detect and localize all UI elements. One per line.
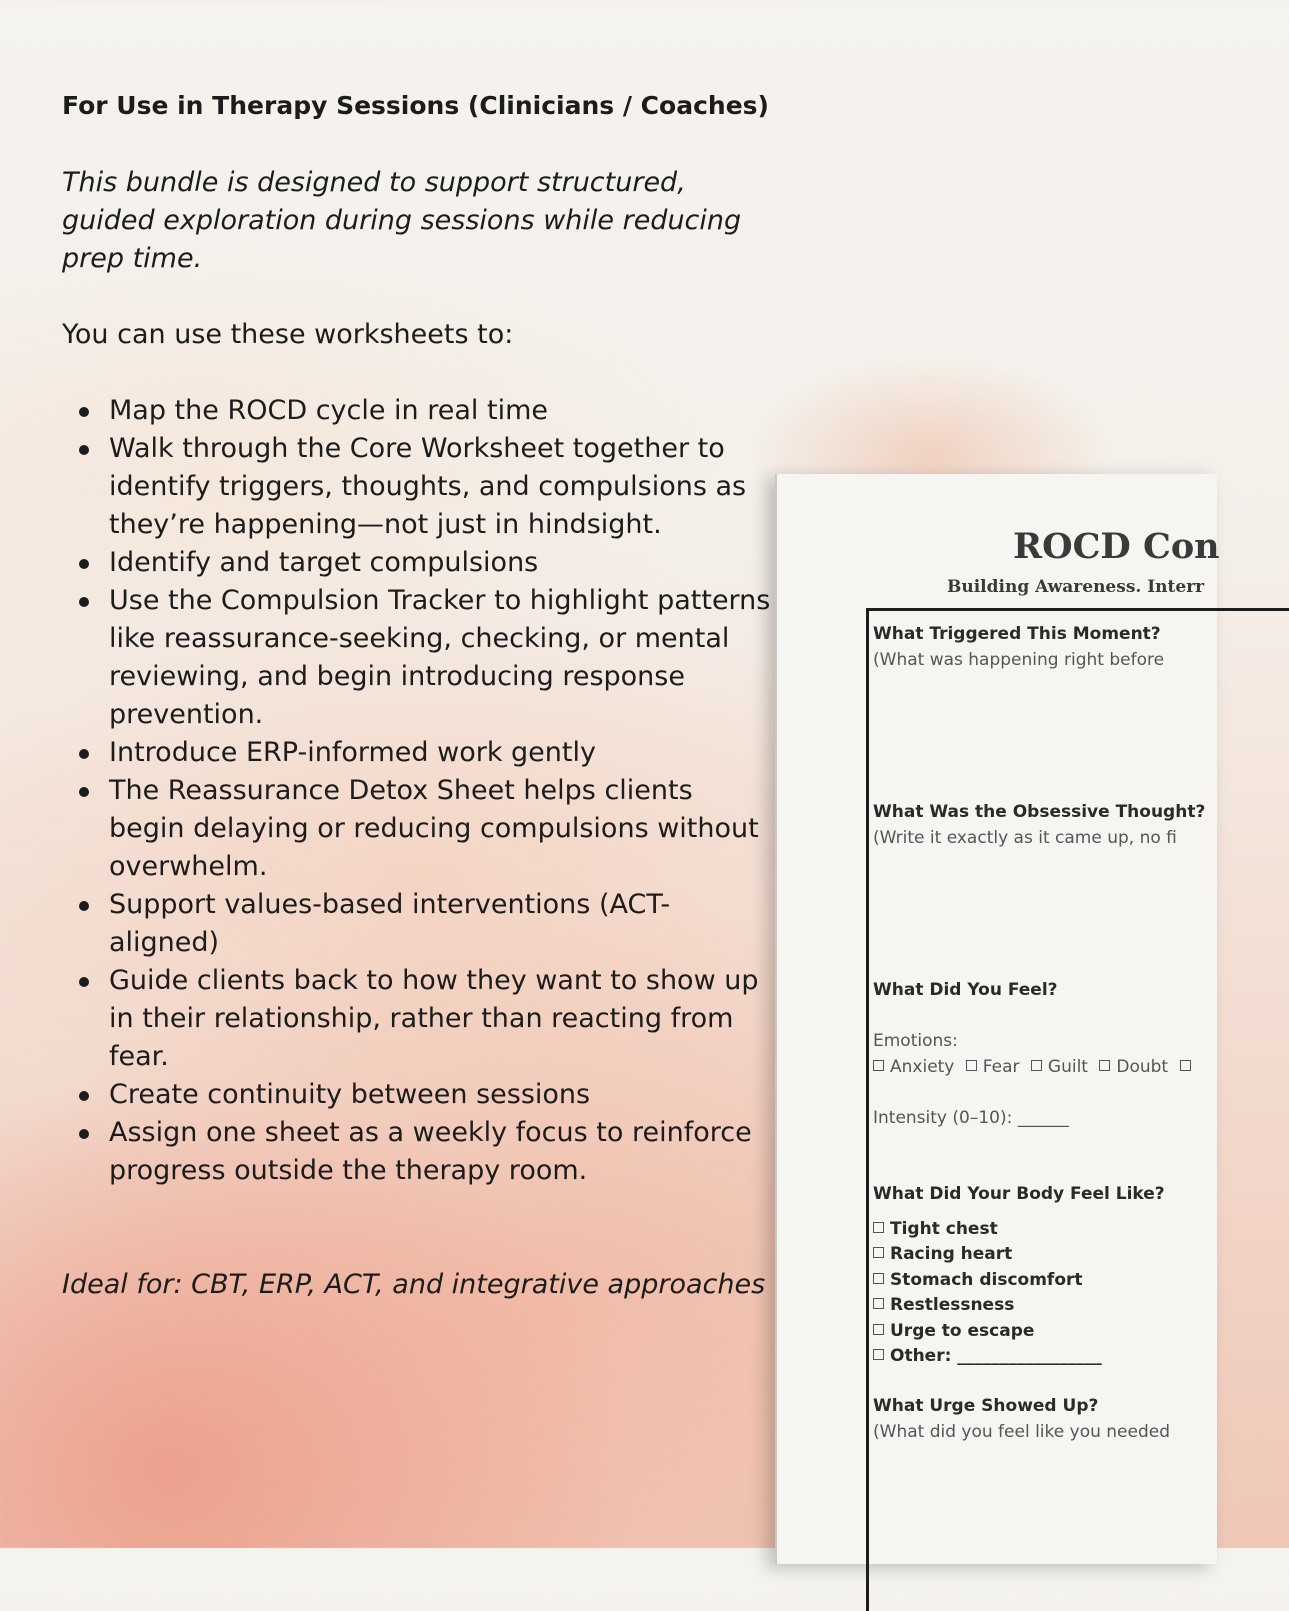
section-heading: For Use in Therapy Sessions (Clinicians / Coaches) [62, 91, 769, 120]
list-item [62, 772, 772, 886]
emotions-options [873, 1057, 1197, 1077]
bullet-icon [79, 977, 89, 987]
body-option-label: Stomach discomfort [890, 1270, 1083, 1290]
list-item-text: Walk through the Core Worksheet together to identify triggers, thoughts, and compulsions as they’re happening—not just in hindsight. [109, 433, 747, 540]
list-item [62, 734, 772, 772]
thought-question: What Was the Obsessive Thought? [873, 802, 1206, 822]
bullet-icon [79, 559, 89, 569]
checkbox-icon [873, 1060, 884, 1071]
checkbox-icon [873, 1349, 884, 1360]
list-item [62, 392, 772, 430]
list-item [62, 430, 772, 544]
trigger-hint: (What was happening right before [873, 650, 1165, 670]
closing-line: Ideal for: CBT, ERP, ACT, and integrative approaches [62, 1269, 766, 1300]
body-question: What Did Your Body Feel Like? [873, 1184, 1165, 1204]
checkbox-icon [873, 1298, 884, 1309]
intro-line: This bundle is designed to support structured, [62, 167, 686, 198]
body-option [873, 1219, 998, 1239]
emotion-option: Fear [982, 1057, 1020, 1077]
main-text-block [62, 88, 772, 1304]
body-option [873, 1295, 1014, 1315]
worksheet-preview [775, 474, 1220, 1564]
body-option [873, 1244, 1012, 1264]
checkbox-icon [873, 1324, 884, 1335]
thought-hint: (Write it exactly as it came up, no fi [873, 828, 1177, 848]
bullet-icon [79, 597, 89, 607]
trigger-question: What Triggered This Moment? [873, 624, 1161, 644]
list-item-text: Use the Compulsion Tracker to highlight patterns like reassurance-seeking, checking, or mental reviewing, and begin introducing response prevention. [109, 585, 771, 730]
emotions-label: Emotions: [873, 1031, 958, 1051]
checkbox-icon [1180, 1060, 1191, 1071]
intensity-field: Intensity (0–10): ______ [873, 1108, 1069, 1128]
body-option-label: Racing heart [890, 1244, 1013, 1264]
intro-line: guided exploration during sessions while reducing [62, 205, 742, 236]
lead-text: You can use these worksheets to: [62, 319, 514, 350]
list-item-text: The Reassurance Detox Sheet helps clients begin delaying or reducing compulsions without overwhelm. [109, 775, 759, 882]
bullet-icon [79, 1129, 89, 1139]
bullet-icon [79, 445, 89, 455]
checkbox-icon [873, 1273, 884, 1284]
body-option [873, 1321, 1034, 1341]
list-item [62, 582, 772, 734]
body-option [873, 1270, 1083, 1290]
list-item [62, 886, 772, 962]
list-item [62, 544, 772, 582]
list-item [62, 962, 772, 1076]
list-item [62, 1076, 772, 1114]
bullet-icon [79, 749, 89, 759]
checkbox-icon [1099, 1060, 1110, 1071]
list-item-text: Introduce ERP-informed work gently [109, 737, 596, 768]
intro-line: prep time. [62, 243, 203, 274]
bullet-icon [79, 787, 89, 797]
body-option-label: Restlessness [890, 1295, 1015, 1315]
list-item-text: Guide clients back to how they want to show up in their relationship, rather than reacting from fear. [109, 965, 759, 1072]
urge-question: What Urge Showed Up? [873, 1396, 1099, 1416]
list-item-text: Assign one sheet as a weekly focus to reinforce progress outside the therapy room. [109, 1117, 752, 1186]
bullet-icon [79, 407, 89, 417]
usage-list [62, 392, 772, 1190]
feel-question: What Did You Feel? [873, 980, 1058, 1000]
body-option-label: Tight chest [890, 1219, 998, 1239]
checkbox-icon [873, 1222, 884, 1233]
body-option [873, 1346, 1102, 1366]
list-item-text: Identify and target compulsions [109, 547, 539, 578]
checkbox-icon [1031, 1060, 1042, 1071]
checkbox-icon [966, 1060, 977, 1071]
emotion-option: Guilt [1047, 1057, 1088, 1077]
intro-paragraph [62, 164, 772, 278]
list-item [62, 1114, 772, 1190]
bullet-icon [79, 1091, 89, 1101]
list-item-text: Create continuity between sessions [109, 1079, 591, 1110]
worksheet-title: ROCD Con [1013, 526, 1220, 567]
list-item-text: Support values-based interventions (ACT-aligned) [109, 889, 671, 958]
emotion-option: Anxiety [890, 1057, 955, 1077]
worksheet-subtitle: Building Awareness. Interr [947, 577, 1205, 597]
body-option-label: Urge to escape [890, 1321, 1035, 1341]
body-option-label: Other: _________________ [890, 1346, 1102, 1366]
bullet-icon [79, 901, 89, 911]
checkbox-icon [873, 1247, 884, 1258]
urge-hint: (What did you feel like you needed [873, 1422, 1171, 1442]
emotion-option: Doubt [1116, 1057, 1169, 1077]
list-item-text: Map the ROCD cycle in real time [109, 395, 549, 426]
